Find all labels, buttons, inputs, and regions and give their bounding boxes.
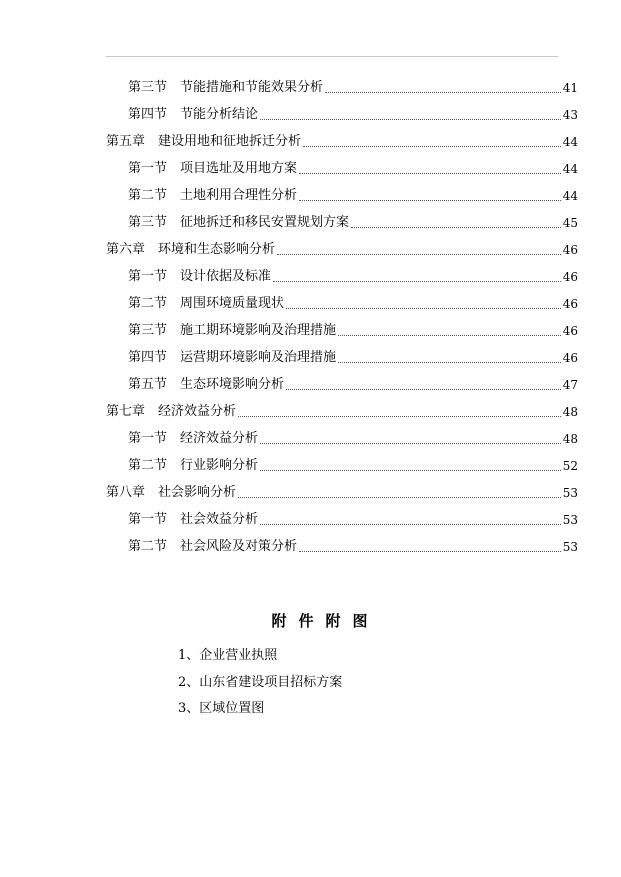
toc-entry-title: 建设用地和征地拆迁分析	[158, 134, 302, 149]
toc-entry-page: 53	[562, 540, 578, 554]
appendix-item: 3、区域位置图	[178, 701, 265, 716]
toc-entry-number: 第三节	[128, 323, 168, 338]
toc-entry-page: 48	[562, 405, 578, 419]
toc-entry[interactable]	[128, 211, 578, 231]
toc-leader-dots	[338, 362, 561, 363]
toc-entry-page: 44	[562, 135, 578, 149]
toc-leader-dots	[260, 119, 561, 120]
toc-entry-number: 第一节	[128, 431, 168, 446]
toc-entry-title: 行业影响分析	[180, 458, 259, 473]
toc-entry-page: 46	[562, 351, 578, 365]
toc-chapter-entry[interactable]	[106, 130, 578, 150]
toc-entry[interactable]	[128, 157, 578, 177]
toc-entry-number: 第五章	[106, 134, 146, 149]
toc-leader-dots	[273, 281, 561, 282]
toc-entry-number: 第一节	[128, 161, 168, 176]
toc-entry-page: 44	[562, 189, 578, 203]
toc-entry[interactable]	[128, 373, 578, 393]
toc-leader-dots	[299, 200, 561, 201]
toc-entry-title: 土地利用合理性分析	[180, 188, 298, 203]
toc-entry-number: 第五节	[128, 377, 168, 392]
toc-leader-dots	[351, 227, 561, 228]
toc-entry-page: 46	[562, 324, 578, 338]
toc-entry-page: 47	[562, 378, 578, 392]
toc-entry-title: 社会影响分析	[158, 485, 237, 500]
toc-entry-page: 53	[562, 513, 578, 527]
toc-entry-number: 第一节	[128, 269, 168, 284]
toc-entry-number: 第二节	[128, 296, 168, 311]
toc-leader-dots	[325, 92, 561, 93]
toc-leader-dots	[260, 443, 561, 444]
toc-entry-number: 第七章	[106, 404, 146, 419]
toc-entry-title: 项目选址及用地方案	[180, 161, 298, 176]
toc-entry-number: 第六章	[106, 242, 146, 257]
toc-chapter-entry[interactable]	[106, 400, 578, 420]
toc-leader-dots	[299, 551, 561, 552]
appendix-heading: 附件附图	[271, 612, 380, 630]
toc-leader-dots	[286, 308, 561, 309]
toc-entry[interactable]	[128, 535, 578, 555]
toc-entry-page: 48	[562, 432, 578, 446]
appendix-item: 2、山东省建设项目招标方案	[178, 675, 343, 690]
toc-chapter-entry[interactable]	[106, 238, 578, 258]
toc-chapter-entry[interactable]	[106, 481, 578, 501]
toc-entry-number: 第四节	[128, 350, 168, 365]
toc-entry[interactable]	[128, 292, 578, 312]
toc-entry[interactable]	[128, 76, 578, 96]
header-rule	[106, 56, 558, 57]
toc-entry-page: 52	[562, 459, 578, 473]
appendix-item: 1、企业营业执照	[178, 648, 278, 663]
toc-leader-dots	[238, 497, 561, 498]
toc-entry-title: 运营期环境影响及治理措施	[180, 350, 337, 365]
toc-entry-title: 环境和生态影响分析	[158, 242, 276, 257]
toc-entry[interactable]	[128, 508, 578, 528]
toc-entry-page: 46	[562, 297, 578, 311]
toc-entry[interactable]	[128, 319, 578, 339]
toc-entry-number: 第二节	[128, 458, 168, 473]
toc-entry-page: 44	[562, 162, 578, 176]
toc-entry[interactable]	[128, 346, 578, 366]
toc-entry[interactable]	[128, 427, 578, 447]
toc-entry-page: 45	[562, 216, 578, 230]
toc-entry-title: 社会效益分析	[180, 512, 259, 527]
toc-entry-title: 周围环境质量现状	[180, 296, 285, 311]
toc-entry-number: 第三节	[128, 215, 168, 230]
toc-entry[interactable]	[128, 265, 578, 285]
toc-leader-dots	[286, 389, 561, 390]
toc-entry-page: 46	[562, 270, 578, 284]
toc-entry-number: 第一节	[128, 512, 168, 527]
toc-entry-page: 53	[562, 486, 578, 500]
toc-leader-dots	[303, 146, 561, 147]
toc-entry-title: 经济效益分析	[180, 431, 259, 446]
toc-leader-dots	[260, 470, 561, 471]
toc-leader-dots	[338, 335, 561, 336]
toc-entry-number: 第四节	[128, 107, 168, 122]
toc-leader-dots	[299, 173, 561, 174]
toc-entry-number: 第二节	[128, 188, 168, 203]
toc-entry[interactable]	[128, 184, 578, 204]
toc-entry-page: 41	[562, 81, 578, 95]
toc-entry-title: 社会风险及对策分析	[180, 539, 298, 554]
toc-entry-title: 征地拆迁和移民安置规划方案	[180, 215, 350, 230]
toc-leader-dots	[238, 416, 561, 417]
toc-leader-dots	[277, 254, 561, 255]
toc-entry-number: 第二节	[128, 539, 168, 554]
toc-entry[interactable]	[128, 103, 578, 123]
toc-entry-page: 43	[562, 108, 578, 122]
toc-entry-title: 生态环境影响分析	[180, 377, 285, 392]
toc-entry-title: 节能措施和节能效果分析	[180, 80, 324, 95]
toc-entry-page: 46	[562, 243, 578, 257]
toc-entry[interactable]	[128, 454, 578, 474]
toc-entry-title: 经济效益分析	[158, 404, 237, 419]
toc-leader-dots	[260, 524, 561, 525]
toc-entry-title: 施工期环境影响及治理措施	[180, 323, 337, 338]
toc-entry-number: 第三节	[128, 80, 168, 95]
toc-entry-number: 第八章	[106, 485, 146, 500]
toc-entry-title: 节能分析结论	[180, 107, 259, 122]
toc-entry-title: 设计依据及标准	[180, 269, 272, 284]
